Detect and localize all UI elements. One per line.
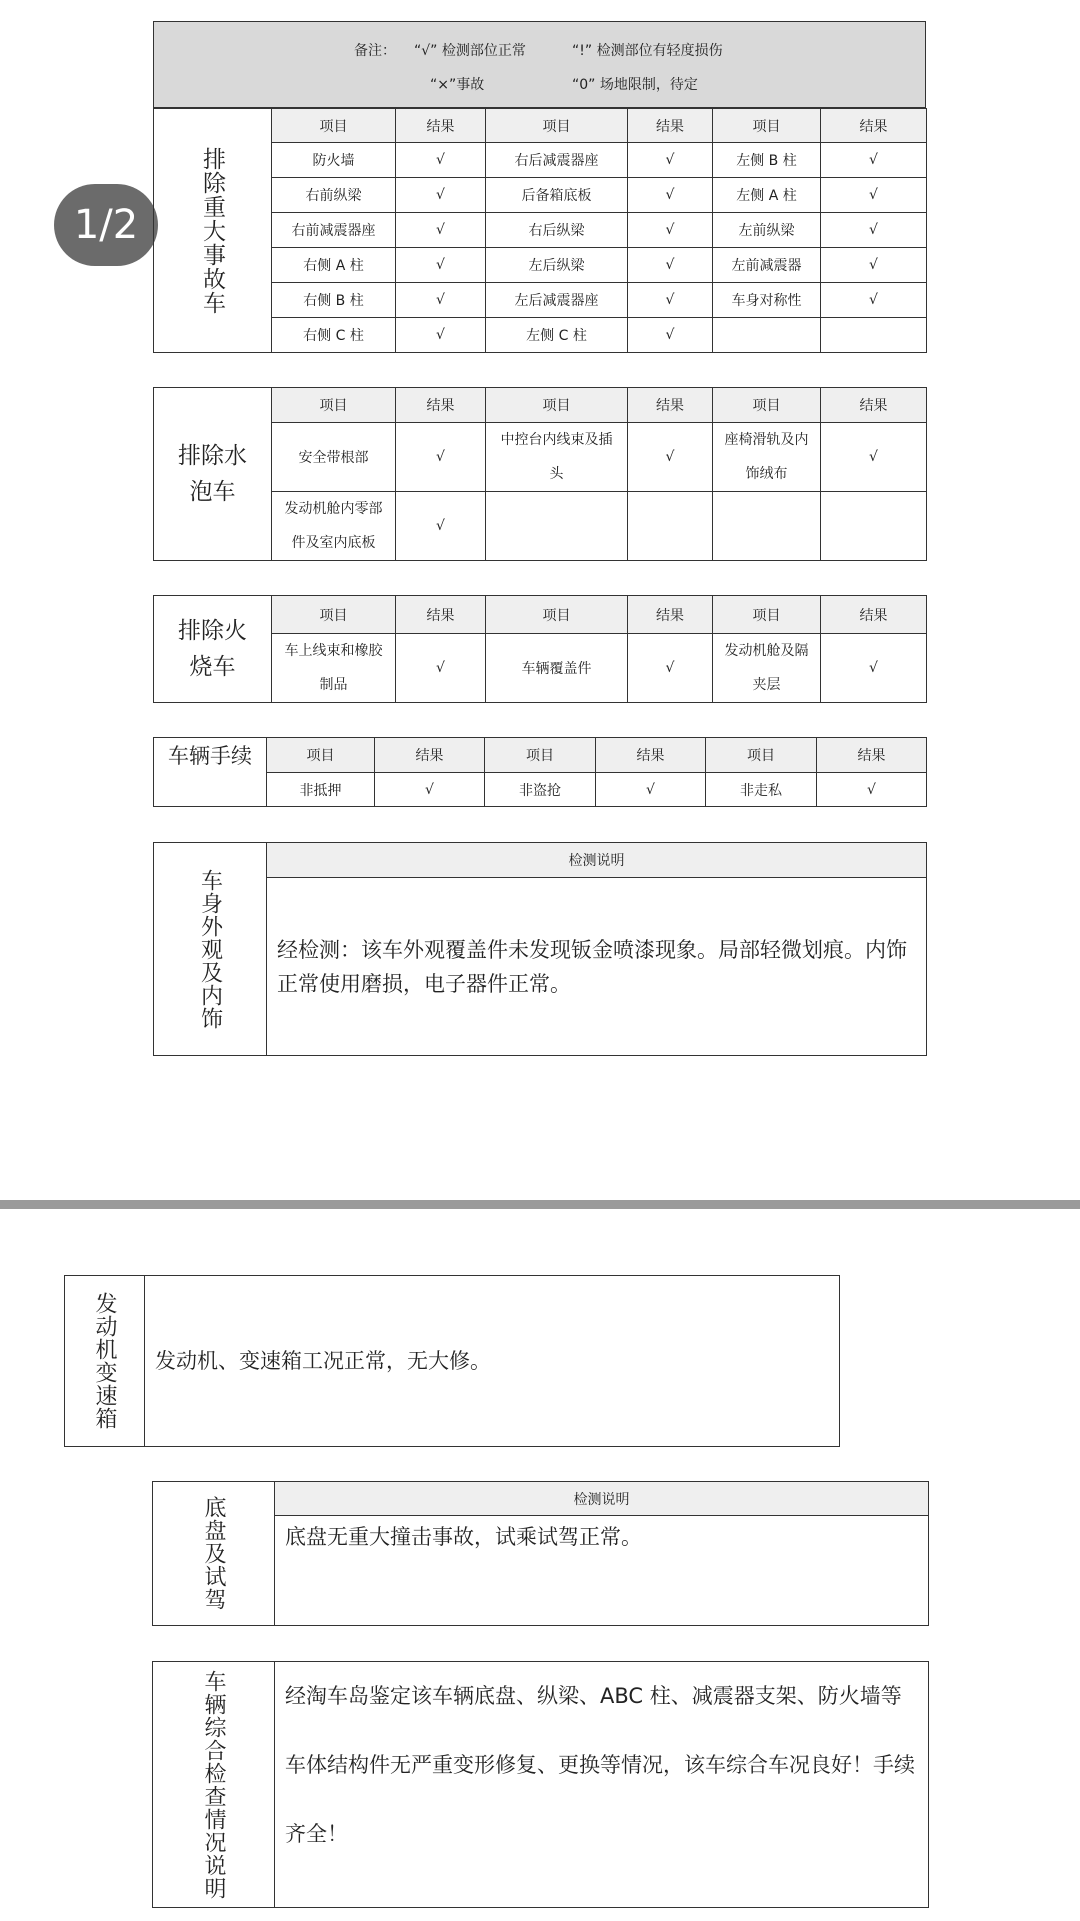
result-cell: √	[396, 634, 486, 703]
summary-table	[152, 1661, 929, 1908]
legend-pending: “0” 场地限制，待定	[572, 77, 698, 93]
item-cell	[713, 492, 821, 561]
item-cell: 安全带根部	[272, 423, 396, 492]
result-cell: √	[396, 283, 486, 318]
result-cell: √	[396, 213, 486, 248]
engine-title: 发动机变速箱	[65, 1276, 145, 1447]
legend-light-damage: “!” 检测部位有轻度损伤	[572, 43, 723, 59]
item-cell: 右前减震器座	[272, 213, 396, 248]
header-item: 项目	[713, 388, 821, 423]
result-cell: √	[821, 634, 927, 703]
item-cell: 座椅滑轨及内饰绒布	[713, 423, 821, 492]
legend-note-label: 备注：	[354, 43, 396, 59]
header-result: 结果	[596, 738, 706, 773]
header-item: 项目	[486, 109, 628, 143]
chassis-title: 底盘及试驾	[153, 1482, 275, 1626]
header-result: 结果	[817, 738, 927, 773]
chassis-table	[152, 1481, 929, 1626]
item-cell: 左侧 B 柱	[713, 143, 821, 178]
header-result: 结果	[821, 596, 927, 634]
chassis-text: 底盘无重大撞击事故，试乘试驾正常。	[275, 1516, 929, 1626]
flood-title: 排除水泡车	[154, 388, 272, 561]
item-cell: 右侧 A 柱	[272, 248, 396, 283]
header-result: 结果	[821, 388, 927, 423]
major-accident-table	[153, 108, 927, 353]
result-cell: √	[628, 318, 713, 353]
item-cell: 右后减震器座	[486, 143, 628, 178]
item-cell: 车身对称性	[713, 283, 821, 318]
item-cell: 中控台内线束及插头	[486, 423, 628, 492]
item-cell: 防火墙	[272, 143, 396, 178]
engine-table	[64, 1275, 840, 1447]
header-result: 结果	[821, 109, 927, 143]
item-cell: 左前纵梁	[713, 213, 821, 248]
item-cell: 右侧 C 柱	[272, 318, 396, 353]
item-cell: 后备箱底板	[486, 178, 628, 213]
item-cell: 左后纵梁	[486, 248, 628, 283]
item-cell: 右后纵梁	[486, 213, 628, 248]
item-cell: 左侧 A 柱	[713, 178, 821, 213]
result-cell: √	[821, 213, 927, 248]
result-cell: √	[628, 283, 713, 318]
item-cell: 非盗抢	[485, 773, 596, 807]
item-cell	[486, 492, 628, 561]
result-cell: √	[396, 318, 486, 353]
header-item: 项目	[272, 596, 396, 634]
header-result: 结果	[375, 738, 485, 773]
engine-text: 发动机、变速箱工况正常，无大修。	[145, 1276, 840, 1447]
result-cell: √	[821, 143, 927, 178]
result-cell: √	[821, 178, 927, 213]
header-item: 项目	[706, 738, 817, 773]
legend-accident: “×”事故	[430, 77, 485, 93]
page-indicator[interactable]: 1/2	[54, 184, 158, 266]
result-cell: √	[628, 213, 713, 248]
header-item: 项目	[272, 388, 396, 423]
item-cell: 非抵押	[267, 773, 375, 807]
header-result: 结果	[396, 109, 486, 143]
documents-title: 车辆手续	[154, 738, 267, 807]
result-cell: √	[817, 773, 927, 807]
exterior-table	[153, 842, 927, 1056]
legend-normal: “√” 检测部位正常	[414, 43, 526, 59]
item-cell: 发动机舱内零部件及室内底板	[272, 492, 396, 561]
result-cell: √	[628, 248, 713, 283]
result-cell: √	[396, 492, 486, 561]
item-cell: 非走私	[706, 773, 817, 807]
exterior-title: 车身外观及内饰	[154, 843, 267, 1056]
item-cell: 右侧 B 柱	[272, 283, 396, 318]
header-result: 结果	[628, 388, 713, 423]
result-cell: √	[596, 773, 706, 807]
item-cell: 左侧 C 柱	[486, 318, 628, 353]
exterior-text: 经检测：该车外观覆盖件未发现钣金喷漆现象。局部轻微划痕。内饰正常使用磨损，电子器件正常。	[267, 878, 927, 1056]
header-result: 结果	[628, 596, 713, 634]
fire-title: 排除火烧车	[154, 596, 272, 703]
header-item: 项目	[485, 738, 596, 773]
result-cell: √	[821, 283, 927, 318]
summary-title: 车辆综合检查情况说明	[153, 1662, 275, 1908]
header-description: 检测说明	[267, 843, 927, 878]
result-cell	[628, 492, 713, 561]
result-cell: √	[396, 423, 486, 492]
result-cell	[821, 492, 927, 561]
result-cell: √	[396, 143, 486, 178]
item-cell: 发动机舱及隔夹层	[713, 634, 821, 703]
header-item: 项目	[272, 109, 396, 143]
item-cell: 左前减震器	[713, 248, 821, 283]
header-description: 检测说明	[275, 1482, 929, 1516]
result-cell: √	[375, 773, 485, 807]
result-cell: √	[628, 143, 713, 178]
summary-text: 经淘车岛鉴定该车辆底盘、纵梁、ABC 柱、减震器支架、防火墙等车体结构件无严重变形修复、更换等情况，该车综合车况良好！手续齐全！	[275, 1662, 929, 1908]
item-cell: 左后减震器座	[486, 283, 628, 318]
header-item: 项目	[267, 738, 375, 773]
page-divider	[0, 1200, 1080, 1209]
result-cell: √	[396, 248, 486, 283]
result-cell: √	[628, 634, 713, 703]
fire-table	[153, 595, 927, 703]
header-result: 结果	[396, 596, 486, 634]
header-result: 结果	[396, 388, 486, 423]
result-cell: √	[396, 178, 486, 213]
result-cell	[821, 318, 927, 353]
header-result: 结果	[628, 109, 713, 143]
header-item: 项目	[486, 388, 628, 423]
legend-box	[153, 21, 926, 108]
result-cell: √	[628, 423, 713, 492]
result-cell: √	[628, 178, 713, 213]
result-cell: √	[821, 423, 927, 492]
documents-table	[153, 737, 927, 807]
result-cell: √	[821, 248, 927, 283]
header-item: 项目	[713, 596, 821, 634]
flood-table	[153, 387, 927, 561]
table-row	[154, 773, 927, 807]
item-cell: 车上线束和橡胶制品	[272, 634, 396, 703]
item-cell: 右前纵梁	[272, 178, 396, 213]
header-item: 项目	[486, 596, 628, 634]
item-cell	[713, 318, 821, 353]
major-accident-title: 排除重大事故车	[154, 109, 272, 353]
header-item: 项目	[713, 109, 821, 143]
item-cell: 车辆覆盖件	[486, 634, 628, 703]
